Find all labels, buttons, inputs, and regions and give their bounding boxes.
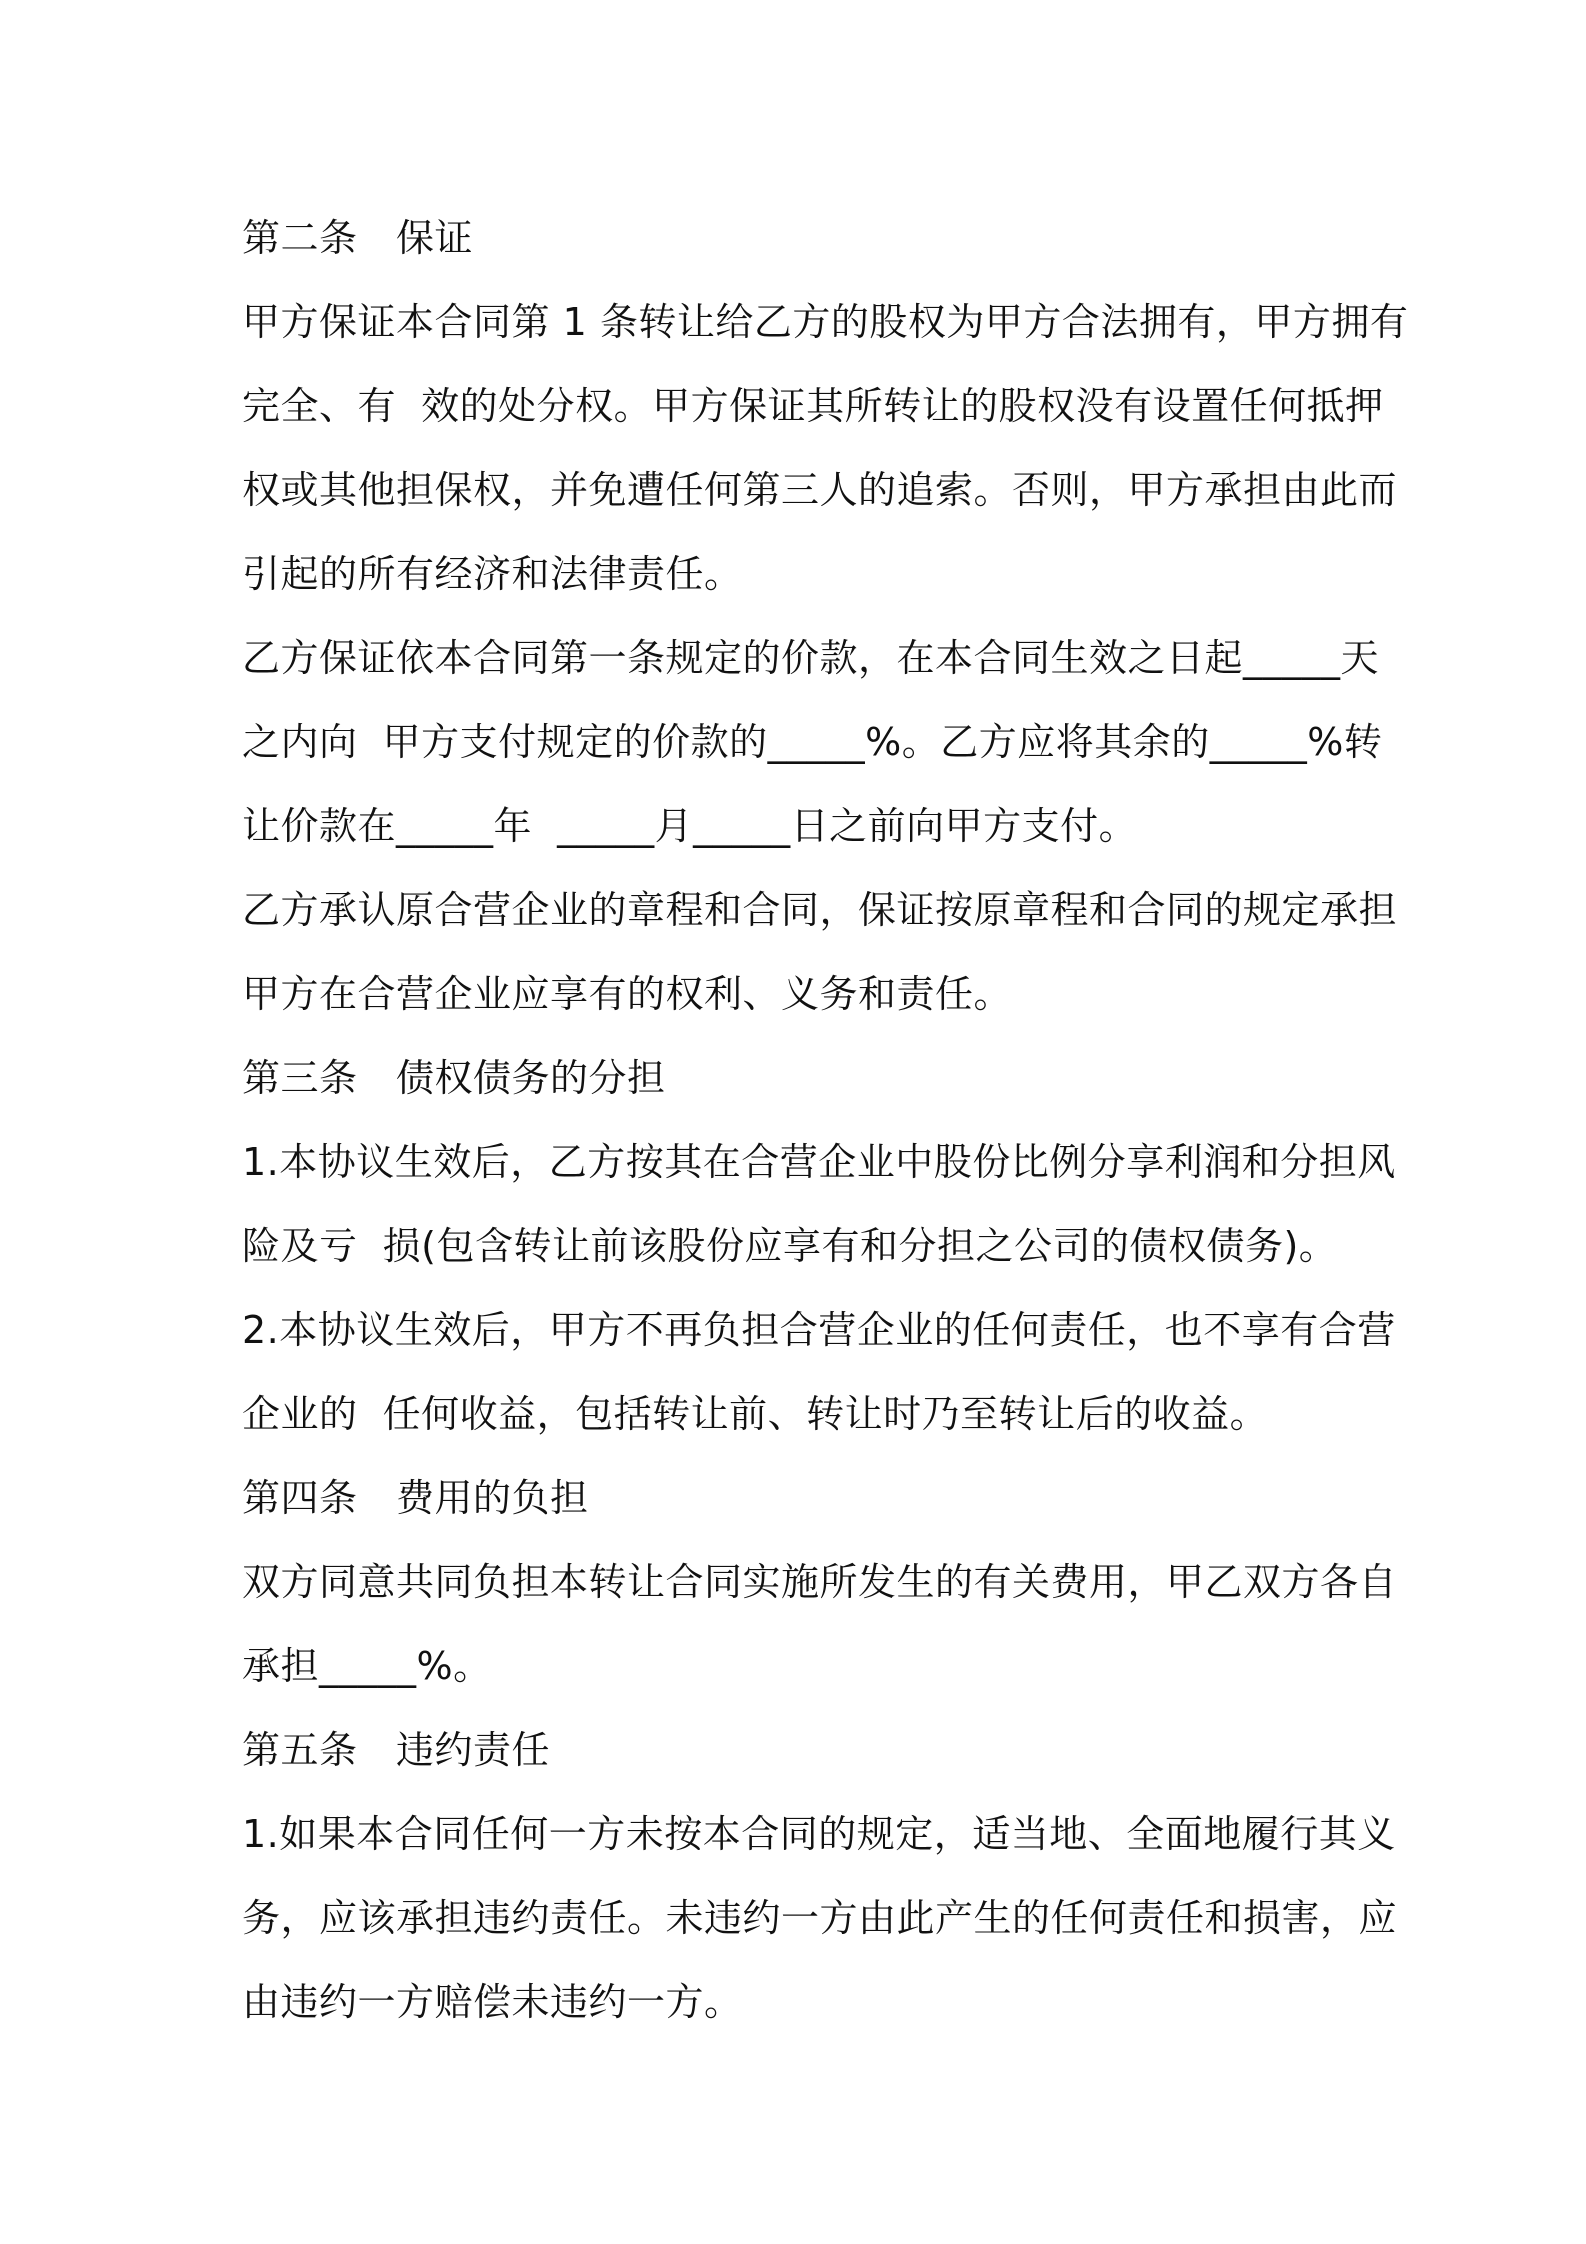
article-2-heading: 第二条 保证 <box>242 216 474 260</box>
paragraph-line: 双方同意共同负担本转让合同实施所发生的有关费用，甲乙双方各自 <box>242 1560 1398 1604</box>
paragraph-line: 1.本协议生效后，乙方按其在合营企业中股份比例分享利润和分担风 <box>242 1140 1396 1184</box>
paragraph-line: 承担_____%。 <box>242 1644 492 1688</box>
paragraph-line: 2.本协议生效后，甲方不再负担合营企业的任何责任，也不享有合营 <box>242 1308 1396 1352</box>
paragraph-line: 企业的 任何收益，包括转让前、转让时乃至转让后的收益。 <box>242 1392 1269 1436</box>
article-3-heading: 第三条 债权债务的分担 <box>242 1056 666 1100</box>
paragraph-line: 权或其他担保权，并免遭任何第三人的追索。否则，甲方承担由此而 <box>242 468 1398 512</box>
paragraph-line: 甲方在合营企业应享有的权利、义务和责任。 <box>242 972 1013 1016</box>
article-4-heading: 第四条 费用的负担 <box>242 1476 589 1520</box>
article-5-heading: 第五条 违约责任 <box>242 1728 551 1772</box>
paragraph-line: 甲方保证本合同第 1 条转让给乙方的股权为甲方合法拥有，甲方拥有 <box>242 300 1409 344</box>
paragraph-line: 完全、有 效的处分权。甲方保证其所转让的股权没有设置任何抵押 <box>242 384 1384 428</box>
paragraph-line: 务，应该承担违约责任。未违约一方由此产生的任何责任和损害，应 <box>242 1896 1398 1940</box>
paragraph-line: 引起的所有经济和法律责任。 <box>242 552 743 596</box>
paragraph-line: 1.如果本合同任何一方未按本合同的规定，适当地、全面地履行其义 <box>242 1812 1396 1856</box>
paragraph-line: 让价款在_____年 _____月_____日之前向甲方支付。 <box>242 804 1138 848</box>
paragraph-line: 乙方保证依本合同第一条规定的价款，在本合同生效之日起_____天 <box>242 636 1380 680</box>
paragraph-line: 险及亏 损(包含转让前该股份应享有和分担之公司的债权债务)。 <box>242 1224 1338 1268</box>
document-body <box>242 196 1409 2044</box>
paragraph-line: 之内向 甲方支付规定的价款的_____%。乙方应将其余的_____%转 <box>242 720 1383 764</box>
paragraph-line: 乙方承认原合营企业的章程和合同，保证按原章程和合同的规定承担 <box>242 888 1398 932</box>
paragraph-line: 由违约一方赔偿未违约一方。 <box>242 1980 743 2024</box>
